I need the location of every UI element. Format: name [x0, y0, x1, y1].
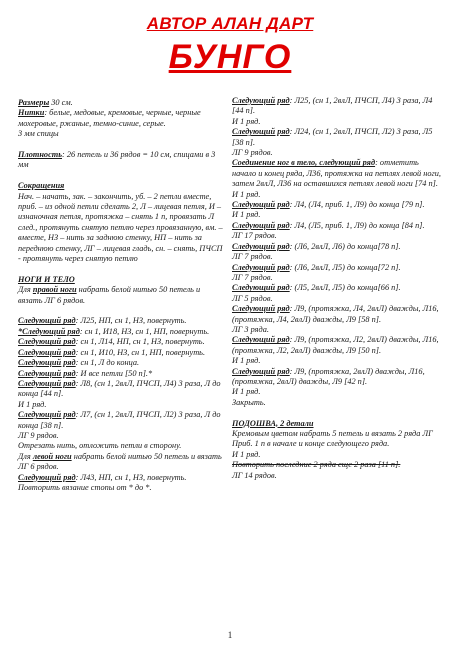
instruction-note: Отрезать нить, отложить петли в сторону.: [18, 441, 182, 451]
instruction-row: Следующий ряд: Л4, (Л5, приб. 1, Л9) до конца [84 п].: [232, 220, 425, 230]
abbreviations-text: Нач. – начать, зак. – закончить, уб. – 2 петли вместе, приб. – из одной петли сделать 2, Л – лицевая петля, И – изнаночная петля, протяжка – снять 1 п, провязать Л след., протянуть снятую петлю через провязанную, вм. – вместе, НЗ – нить за заднюю стенку, НП – нить за переднюю стенку, ЛГ – лицевая гладь, сн. – снять, ПЧСП - протянуть через снятую петлю: [18, 191, 223, 264]
instruction-note: ЛГ 5 рядов.: [232, 293, 273, 303]
page-number: 1: [227, 630, 233, 640]
instruction-row: Следующий ряд: Л8, (сн 1, 2влЛ, ПЧСП, Л4) 3 раза, Л до конца [44 п].: [18, 378, 221, 399]
instruction-note: ЛГ 3 ряда.: [232, 324, 269, 334]
page-title: БУНГО: [168, 38, 292, 76]
instruction-note: ЛГ 17 рядов.: [232, 231, 277, 241]
instruction-row: Следующий ряд: Л25, (сн 1, 2влЛ, ПЧСП, Л4) 3 раза, Л4 [44 п].: [232, 96, 433, 116]
instruction-row: Следующий ряд: Л9, (протяжка, Л4, 2влЛ) дважды, Л16, (протяжка, Л4, 2влЛ) дважды, Л9 [58 п].: [232, 304, 439, 324]
instruction-row: Следующий ряд: Л25, НП, сн 1, НЗ, повернуть.: [18, 316, 187, 326]
soles-text: Кремовым цветом набрать 5 петель и вязать 2 ряда ЛГ: [232, 428, 433, 438]
instruction-row: Следующий ряд: (Л6, 2влЛ, Л5) до конца[72 п].: [232, 262, 401, 272]
instruction-row: Следующий ряд: Л9, (протяжка, 2влЛ) дважды, Л16, (протяжка, 2влЛ) дважды, Л9 [42 п].: [232, 366, 425, 386]
instruction-row: Следующий ряд: Л9, (протяжка, Л2, 2влЛ) дважды, Л16, (протяжка, Л2, 2влЛ) дважды, Л9 [50 п].: [232, 335, 439, 355]
left-column: [18, 98, 223, 493]
density-line: Плотность: 26 петель и 36 рядов = 10 см, спицами в 3 мм: [18, 150, 216, 170]
soles-text: Приб. 1 п в начале и конце следующего ряда.: [232, 439, 390, 449]
left-leg-intro: Для левой ноги набрать белой нитью 50 петель и вязать ЛГ 6 рядов.: [18, 451, 222, 472]
right-leg-intro: Для правой ноги набрать белой нитью 50 петель и вязать ЛГ 6 рядов.: [18, 285, 201, 305]
instruction-row: Следующий ряд: сн 1, Л14, НП, сн 1, НЗ, повернуть.: [18, 337, 205, 347]
instruction-row: Следующий ряд: Л4, (Л4, приб. 1, Л9) до конца [79 п].: [232, 200, 425, 210]
needles-line: 3 мм спицы: [18, 129, 59, 139]
right-column: [232, 96, 444, 481]
instruction-row: Следующий ряд: (Л5, 2влЛ, Л5) до конца[66 п].: [232, 283, 401, 293]
instruction-note: И 1 ряд.: [232, 210, 261, 220]
instruction-row: Следующий ряд: И все петли [50 п].*: [18, 368, 153, 378]
instruction-note: ЛГ 7 рядов.: [232, 272, 273, 282]
instruction-row: *Следующий ряд: сн 1, И18, НЗ, сн 1, НП, повернуть.: [18, 326, 210, 336]
instruction-note: Повторить вязание стопы от * до *.: [18, 482, 152, 492]
yarn-line: Нитки: белые, медовые, кремовые, черные, черные мохеровые, ржаные, темно-синие, серые.: [18, 108, 201, 128]
instruction-row: Следующий ряд: (Л6, 2влЛ, Л6) до конца[78 п].: [232, 241, 401, 251]
instruction-row: Следующий ряд: Л24, (сн 1, 2влЛ, ПЧСП, Л2) 3 раза, Л5 [38 п].: [232, 127, 433, 147]
soles-text: Повторить последние 2 ряда еще 2 раза [11 п].: [232, 460, 401, 470]
author-line: АВТОР АЛАН ДАРТ: [146, 14, 314, 33]
soles-section-title: ПОДОШВА, 2 детали: [232, 418, 314, 428]
instruction-note: И 1 ряд.: [232, 116, 261, 126]
document-header: [0, 14, 460, 77]
instruction-row: Следующий ряд: сн 1, Л до конца.: [18, 358, 140, 368]
instruction-note: И 1 ряд.: [18, 399, 47, 409]
instruction-note: ЛГ 9 рядов.: [232, 148, 273, 158]
instruction-row: Следующий ряд: Л7, (сн 1, 2влЛ, ПЧСП, Л2) 3 раза, Л до конца [38 п].: [18, 410, 221, 430]
instruction-row: Следующий ряд: Л43, НП, сн 1, НЗ, повернуть.: [18, 472, 187, 482]
instruction-row: Следующий ряд: сн 1, И10, НЗ, сн 1, НП, повернуть.: [18, 347, 206, 357]
abbreviations-title: Сокращения: [18, 181, 65, 191]
instruction-note: И 1 ряд.: [232, 356, 261, 366]
instruction-note: ЛГ 7 рядов.: [232, 252, 273, 262]
soles-text: ЛГ 14 рядов.: [232, 470, 277, 480]
instruction-note: ЛГ 9 рядов.: [18, 430, 59, 440]
soles-text: И 1 ряд.: [232, 449, 261, 459]
instruction-note: И 1 ряд.: [232, 189, 261, 199]
sizes-line: Размеры 30 см.: [18, 98, 73, 107]
legs-section-title: НОГИ И ТЕЛО: [18, 274, 75, 284]
instruction-note: И 1 ряд.: [232, 387, 261, 397]
join-legs-row: Соединение ног в тело, следующий ряд: отметить начало и конец ряда, Л36, протяжка на петлях левой ноги, затем 2влЛ, Л36 на оставшихся петлях левой ноги [74 п].: [232, 158, 442, 189]
instruction-note: Закрыть.: [232, 397, 266, 407]
